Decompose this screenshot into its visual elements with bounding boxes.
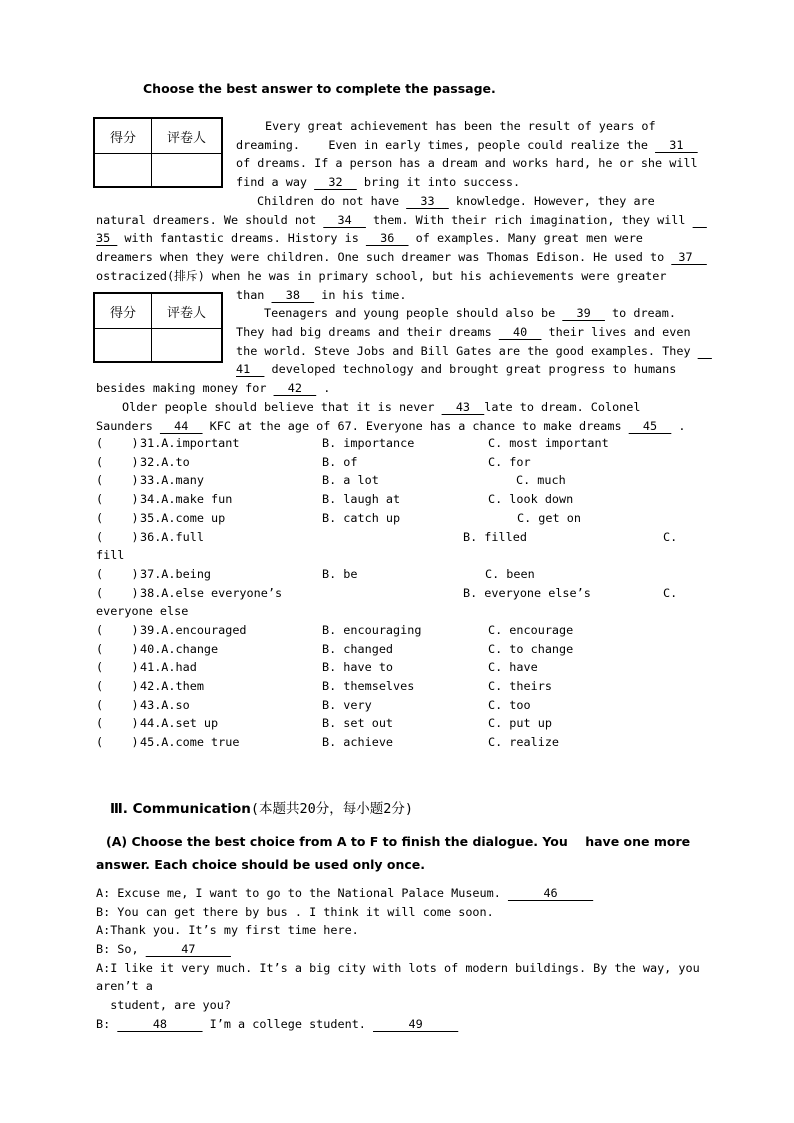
passage-line [264,304,676,323]
answer-parentheses[interactable]: ( ) [96,586,139,600]
option-row [0,696,794,715]
answer-blank[interactable]: 45 [628,419,672,433]
option-row [0,658,794,677]
option-a: 42.A.them [140,679,204,693]
answer-parentheses[interactable]: ( ) [96,492,139,506]
option-row [0,434,794,453]
option-c: C. put up [488,716,552,730]
text-segment: I’m a college student. [202,1017,374,1031]
dialogue-line [96,903,494,922]
option-c: C. too [488,698,531,712]
option-b: B. themselves [322,679,415,693]
text-segment: Children do not have [257,194,407,208]
answer-blank[interactable]: 38 [271,288,315,302]
text-segment: A: Excuse me, I want to go to the National Palace Museum. [96,886,508,900]
option-c: C. for [488,455,531,469]
passage-line [236,342,712,361]
answer-blank[interactable] [698,344,712,358]
text-segment: dreamers when they were children. One such dreamer was Thomas Edison. He used to [96,250,672,264]
answer-parentheses[interactable]: ( ) [96,716,139,730]
text-segment: fill [96,548,125,562]
passage-line [236,154,698,173]
text-segment: KFC at the age of 67. Everyone has a chance to make dreams [202,419,629,433]
option-b: B. be [322,567,358,581]
text-segment: Ⅲ. Communication [110,801,251,817]
answer-blank[interactable]: 40 [498,325,542,339]
text-segment: besides making money for [96,381,274,395]
passage-line [122,398,641,417]
option-continuation [96,602,188,621]
answer-blank[interactable]: 43 [441,400,485,414]
dialogue-line [96,959,700,978]
text-segment: in his time. [314,288,407,302]
answer-blank[interactable]: 33 [406,194,449,208]
option-row [0,528,794,547]
section-heading [110,800,413,819]
option-b: B. achieve [322,735,394,749]
text-segment: everyone else [96,604,189,618]
text-segment: of dreams. If a person has a dream and works hard, he or she will [236,156,698,170]
option-a: 34.A.make fun [140,492,233,506]
text-segment: Older people should believe that it is never [122,400,442,414]
option-c: C. get on [517,511,581,525]
dialogue-line [96,977,153,996]
passage-line [236,173,520,192]
answer-blank[interactable]: 36 [365,231,409,245]
option-b: B. a lot [322,473,379,487]
text-segment: Choose the best answer to complete the passage. [143,81,496,96]
option-b: B. catch up [322,511,401,525]
option-b: B. changed [322,642,394,656]
option-row [0,471,794,490]
answer-parentheses[interactable]: ( ) [96,473,139,487]
option-row [0,565,794,584]
passage-line [96,248,707,267]
option-c: C. [663,530,678,544]
option-a: 35.A.come up [140,511,226,525]
passage-line [236,360,676,379]
text-segment: bring it into success. [356,175,521,189]
option-b: B. importance [322,436,415,450]
option-row [0,677,794,696]
answer-parentheses[interactable]: ( ) [96,511,139,525]
option-b: B. encouraging [322,623,422,637]
passage-line [265,117,656,136]
text-segment: (A) Choose the best choice from A to F to finish the dialogue. You have one more [106,834,691,849]
answer-blank[interactable]: 37 [671,250,707,264]
option-a: 38.A.else everyone’s [140,586,283,600]
option-c: C. look down [488,492,574,506]
passage-line [96,229,643,248]
grader-value-cell[interactable] [152,154,221,186]
dialogue-line [96,921,359,940]
answer-parentheses[interactable]: ( ) [96,436,139,450]
text-segment: knowledge. However, they are [448,194,655,208]
option-c: C. most important [488,436,609,450]
text-segment: with fantastic dreams. History is [117,231,366,245]
text-segment: (本题共20分，每小题2分) [250,801,413,817]
text-segment: A:Thank you. It’s my first time here. [96,923,359,937]
passage-line [236,286,406,305]
answer-parentheses[interactable]: ( ) [96,698,139,712]
answer-blank[interactable]: 44 [159,419,203,433]
option-continuation [96,546,124,565]
option-a: 44.A.set up [140,716,219,730]
option-a: 36.A.full [140,530,204,544]
option-row [0,453,794,472]
option-a: 37.A.being [140,567,212,581]
text-segment: ostracized(排斥) when he was in primary school, but his achievements were greater [96,269,667,283]
text-segment: B: So, [96,942,146,956]
option-c: C. much [516,473,566,487]
option-row [0,509,794,528]
score-label: 得分 [95,119,152,154]
answer-parentheses[interactable]: ( ) [96,660,139,674]
option-row [0,584,794,603]
answer-parentheses[interactable]: ( ) [96,679,139,693]
answer-blank[interactable]: 35 [96,231,118,245]
text-segment: . [316,381,331,395]
passage-line [96,267,666,286]
score-label: 得分 [95,294,152,329]
option-b: B. everyone else’s [463,586,591,600]
dialogue-line [96,884,593,903]
passage-line [257,192,655,211]
answer-parentheses[interactable]: ( ) [96,623,139,637]
text-segment: B: [96,1017,118,1031]
option-c: C. theirs [488,679,552,693]
answer-blank[interactable]: 31 [655,138,698,152]
option-row [0,621,794,640]
text-segment: the world. Steve Jobs and Bill Gates are the good examples. They [236,344,698,358]
grader-label: 评卷人 [152,294,221,329]
text-segment: Every great achievement has been the result of years of [265,119,656,133]
option-a: 32.A.to [140,455,190,469]
passage-line [96,211,707,230]
answer-parentheses[interactable]: ( ) [96,735,139,749]
answer-parentheses[interactable]: ( ) [96,642,139,656]
option-b: B. very [322,698,372,712]
option-b: B. of [322,455,358,469]
text-segment: student, are you? [96,998,231,1012]
text-segment: than [236,288,272,302]
answer-blank[interactable]: 48 [117,1017,203,1031]
option-c: C. [663,586,678,600]
answer-parentheses[interactable]: ( ) [96,530,139,544]
option-b: B. filled [463,530,527,544]
text-segment: natural dreamers. We should not [96,213,324,227]
option-c: C. realize [488,735,560,749]
option-b: B. set out [322,716,394,730]
text-segment: aren’t a [96,979,153,993]
passage-line [236,323,691,342]
answer-blank[interactable]: 46 [507,886,594,900]
answer-blank[interactable] [693,213,707,227]
grader-value-cell[interactable] [152,329,221,361]
grader-label: 评卷人 [152,119,221,154]
passage-line [236,136,698,155]
option-a: 39.A.encouraged [140,623,247,637]
option-a: 33.A.many [140,473,204,487]
answer-blank[interactable]: 49 [373,1017,459,1031]
answer-parentheses[interactable]: ( ) [96,567,139,581]
option-a: 45.A.come true [140,735,240,749]
text-segment: find a way [236,175,315,189]
text-segment: Teenagers and young people should also be [264,306,563,320]
text-segment: They had big dreams and their dreams [236,325,499,339]
text-segment: to dream. [604,306,676,320]
text-segment: Saunders [96,419,160,433]
sub-instruction [106,832,690,851]
option-row [0,640,794,659]
option-c: C. encourage [488,623,574,637]
dialogue-line [96,940,231,959]
answer-blank[interactable]: 42 [273,381,317,395]
score-value-cell[interactable] [95,154,152,186]
answer-blank[interactable]: 32 [314,175,357,189]
option-c: C. been [485,567,535,581]
dialogue-line [96,1015,458,1034]
sub-instruction [96,855,425,874]
passage-line [96,379,330,398]
text-segment: dreaming. Even in early times, people could realize the [236,138,656,152]
text-segment: of examples. Many great men were [408,231,643,245]
answer-parentheses[interactable]: ( ) [96,455,139,469]
answer-blank[interactable]: 39 [562,306,605,320]
option-row [0,714,794,733]
option-b: B. have to [322,660,394,674]
option-a: 43.A.so [140,698,190,712]
score-table-2 [93,292,223,363]
option-a: 41.A.had [140,660,197,674]
text-segment: them. With their rich imagination, they will [365,213,693,227]
option-b: B. laugh at [322,492,401,506]
dialogue-line [96,996,231,1015]
text-segment: . [671,419,686,433]
text-segment: their lives and even [541,325,691,339]
score-value-cell[interactable] [95,329,152,361]
option-c: C. have [488,660,538,674]
option-a: 31.A.important [140,436,240,450]
text-segment: developed technology and brought great progress to humans [264,362,677,376]
answer-blank[interactable]: 47 [145,942,231,956]
cloze-instruction [143,79,496,98]
text-segment: B: You can get there by bus . I think it will come soon. [96,905,494,919]
text-segment: A:I like it very much. It’s a big city with lots of modern buildings. By the way, you [96,961,700,975]
option-row [0,490,794,509]
text-segment: answer. Each choice should be used only once. [96,857,426,872]
answer-blank[interactable]: 34 [323,213,366,227]
option-a: 40.A.change [140,642,219,656]
answer-blank[interactable]: 41 [236,362,265,376]
option-row [0,733,794,752]
option-c: C. to change [488,642,574,656]
text-segment: late to dream. Colonel [484,400,641,414]
score-table-1 [93,117,223,188]
